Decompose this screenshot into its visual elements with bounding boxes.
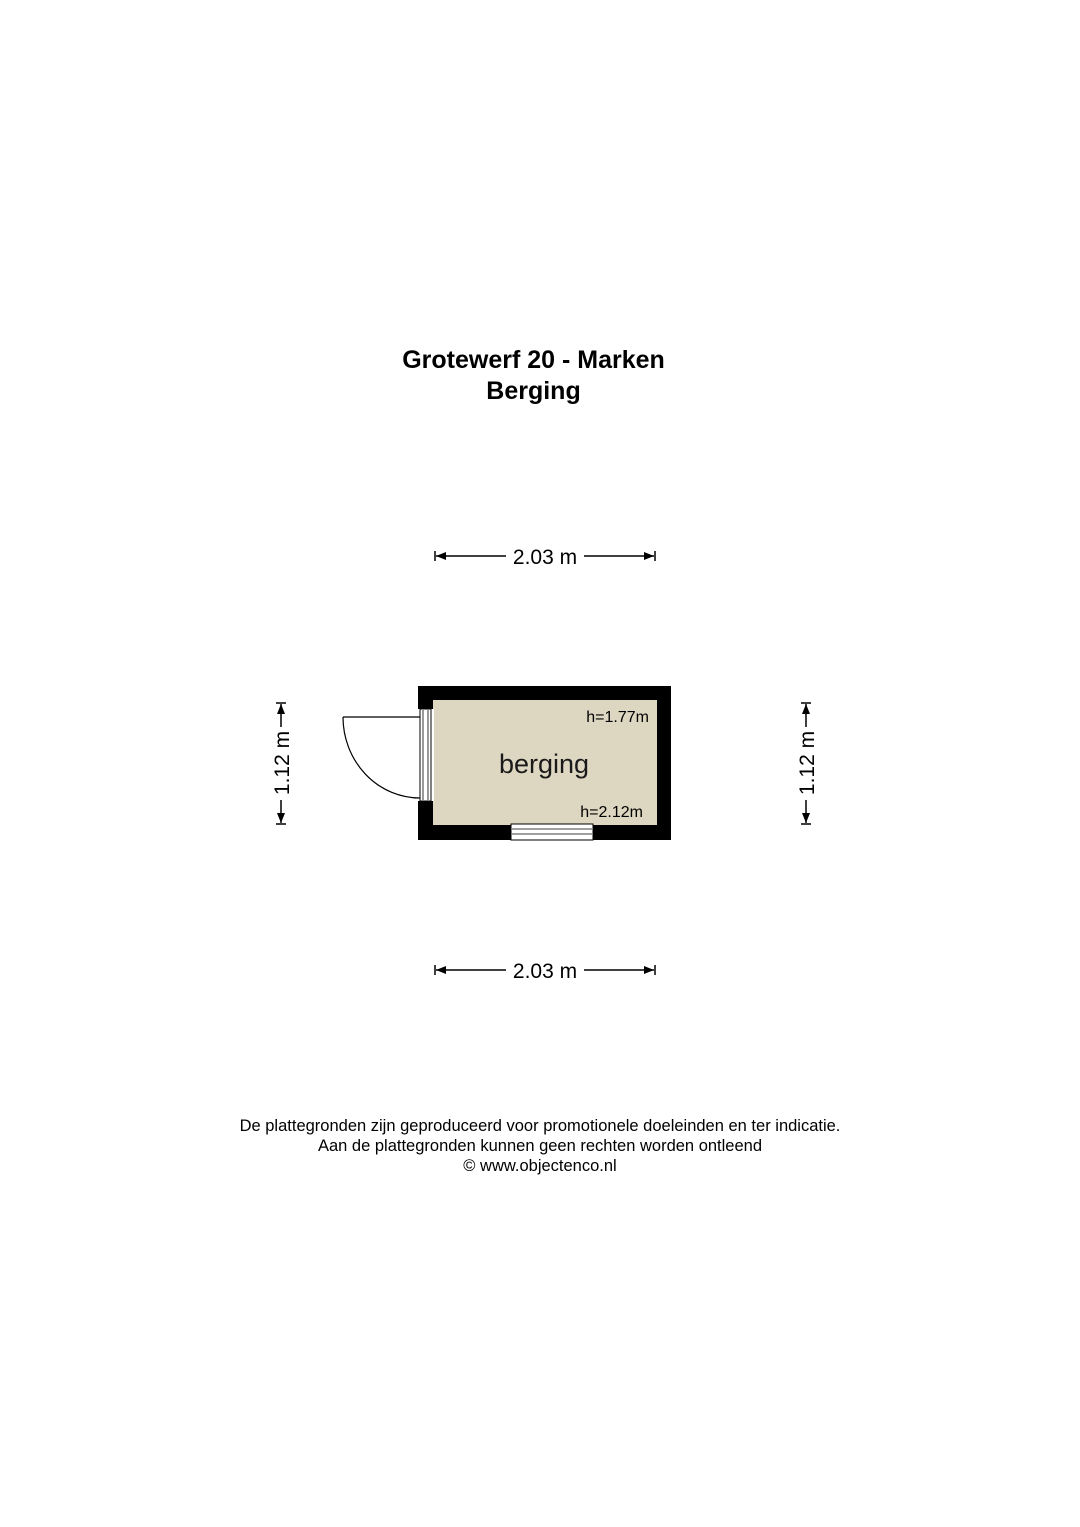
door-frame bbox=[420, 709, 431, 801]
door bbox=[343, 709, 434, 801]
copyright-line: © www.objectenco.nl bbox=[463, 1157, 617, 1175]
page-subtitle: Berging bbox=[486, 377, 581, 405]
dimension-top bbox=[435, 546, 655, 569]
room-label: berging bbox=[498, 749, 590, 779]
dimension-top-label: 2.03 m bbox=[512, 546, 578, 569]
dimension-left bbox=[271, 703, 294, 824]
dimension-bottom bbox=[435, 960, 655, 983]
dimension-left-label: 1.12 m bbox=[271, 730, 294, 796]
dimension-right bbox=[796, 703, 819, 824]
page-title: Grotewerf 20 - Marken bbox=[402, 346, 665, 374]
disclaimer-line: De plattegronden zijn geproduceerd voor promotionele doeleinden en ter indicatie. bbox=[239, 1117, 841, 1135]
window-frame bbox=[511, 824, 593, 840]
dimension-bottom-label: 2.03 m bbox=[512, 960, 578, 983]
ceiling-height-top: h=1.77m bbox=[586, 709, 649, 726]
disclaimer-line: Aan de plattegronden kunnen geen rechten worden ontleend bbox=[317, 1137, 763, 1155]
door-swing-arc bbox=[343, 717, 420, 798]
dimension-right-label: 1.12 m bbox=[796, 730, 819, 796]
ceiling-height-bottom: h=2.12m bbox=[580, 804, 643, 821]
window bbox=[511, 824, 593, 840]
